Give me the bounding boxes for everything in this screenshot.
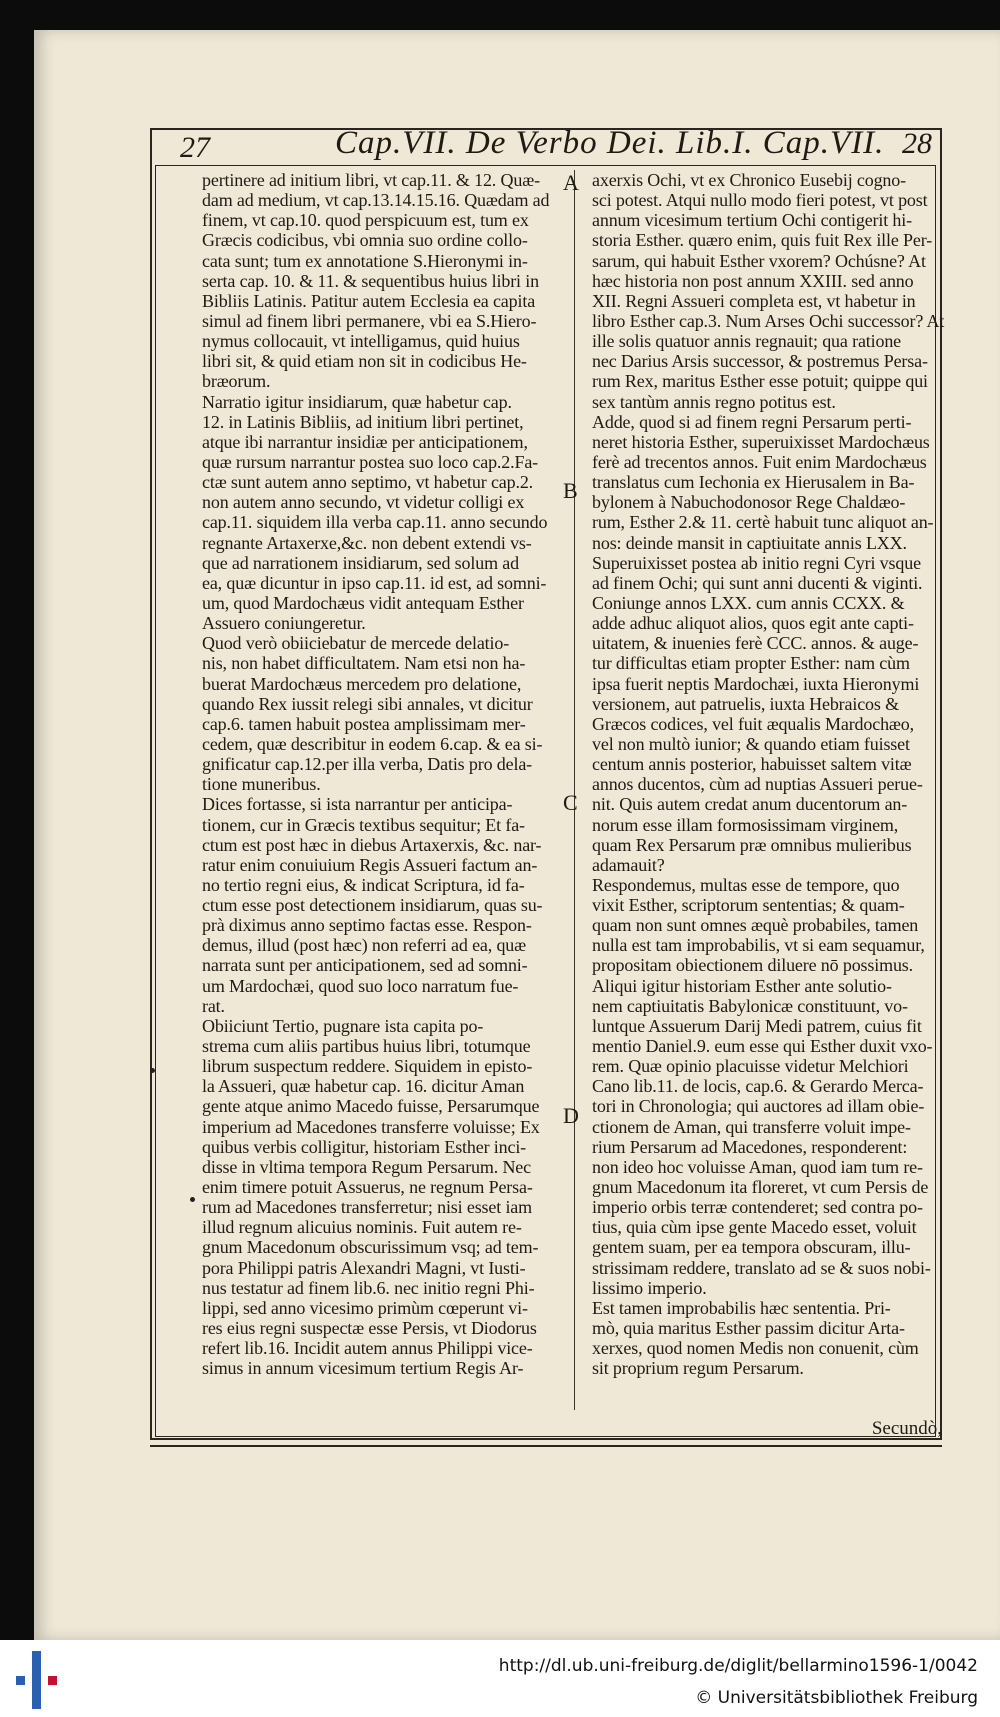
text-line: bræorum. [202, 371, 271, 392]
text-line: dam ad medium, vt cap.13.14.15.16. Quædam ad [202, 190, 550, 211]
text-line: Coniunge annos LXX. cum annis CCXX. & [592, 592, 905, 613]
text-line: disse in vltima tempora Regum Persarum. Nec [202, 1156, 531, 1177]
text-line: annos ducentos, cùm ad nuptias Assueri perue- [592, 774, 923, 795]
text-line: non ideo hoc voluisse Aman, quod iam tum re- [592, 1156, 923, 1177]
text-line: Superuixisset postea ab initio regni Cyri vsque [592, 552, 921, 573]
text-line: cedem, quæ describitur in eodem 6.cap. & ea si- [202, 733, 543, 754]
text-line: ferè ad trecentos annos. Fuit enim Mardochæus [592, 451, 927, 472]
text-line: Respondemus, multas esse de tempore, quo [592, 874, 900, 895]
text-line: prà diximus anno septimo factas esse. Respon- [202, 915, 532, 936]
text-line: imperio orbis terræ contenderet; sed contra po- [592, 1197, 923, 1218]
text-line: gnificatur cap.12.per illa verba, Datis pro dela- [202, 754, 533, 775]
text-line: um Mardochæi, quod suo loco narratum fue- [202, 975, 519, 996]
text-line: librum suspectum reddere. Siquidem in episto- [202, 1056, 533, 1077]
text-line: luntque Assuerum Darij Medi patrem, cuius fit [592, 1015, 922, 1036]
ink-dot [150, 1068, 155, 1073]
text-line: strema cum aliis partibus huius libri, totumque [202, 1036, 531, 1057]
text-line: refert lib.16. Incidit autem annus Philippi vice- [202, 1338, 533, 1359]
text-line: vixit Esther, scriptorum sententias; & quam- [592, 895, 905, 916]
text-line: finem, vt cap.10. quod perspicuum est, tum ex [202, 210, 529, 231]
text-line: Aliqui igitur historiam Esther ante solutio- [592, 975, 892, 996]
text-line: versionem, aut patruelis, iuxta Hebraicos & [592, 693, 899, 714]
text-line: lippi, sed anno vicesimo primùm cœperunt vi- [202, 1297, 528, 1318]
text-line: demus, illud (post hæc) non referri ad ea, quæ [202, 935, 527, 956]
text-line: non autem anno secundo, vt videtur colligi ex [202, 492, 525, 513]
text-line: tione muneribus. [202, 774, 321, 795]
text-line: rium Persarum ad Macedones, responderent: [592, 1136, 908, 1157]
text-line: Græcis codicibus, vbi omnia suo ordine collo- [202, 230, 528, 251]
text-line: simul ad finem libri permanere, vbi ea S.Hiero- [202, 310, 537, 331]
text-line: ctionem de Aman, qui transferre voluit impe- [592, 1116, 911, 1137]
left-column [202, 170, 559, 1378]
text-line: uitatem, & inuenies ferè CCC. annos. & auge- [592, 633, 919, 654]
text-line: axerxis Ochi, vt ex Chronico Eusebij cogno- [592, 170, 906, 190]
text-line: ratur enim conuiuium Regis Assueri factum an- [202, 854, 538, 875]
text-line: centum annis posterior, habuisset saltem vitæ [592, 754, 912, 775]
bottom-rule [150, 1445, 942, 1447]
text-line: la Assueri, quæ habetur cap. 16. dicitur Aman [202, 1076, 525, 1097]
catchword: Secundò, [871, 1418, 942, 1439]
text-line: Dices fortasse, si ista narrantur per anticipa- [202, 794, 513, 815]
text-line: rum Rex, maritus Esther esse potuit; quippe qui [592, 371, 928, 392]
text-line: quando Rex iussit relegi sibi annales, vt dicitur [202, 693, 533, 714]
text-line: mò, quia maritus Esther passim dicitur Arta- [592, 1318, 905, 1339]
text-line: quæ rursum narrantur postea suo loco cap.2.Fa- [202, 451, 539, 472]
text-line: Narratio igitur insidiarum, quæ habetur cap. [202, 391, 512, 412]
text-line: Quod verò obiiciebatur de mercede delatio- [202, 633, 510, 654]
text-line: rem. Quæ opinio placuisse videtur Melchiori [592, 1056, 909, 1077]
text-line: enim timere potuit Assuerus, ne regnum Persa- [202, 1177, 533, 1198]
running-header [160, 125, 940, 170]
text-line: atque ibi narrantur insidiæ per anticipationem, [202, 431, 528, 452]
text-line: serta cap. 10. & 11. & sequentibus huius libri in [202, 270, 539, 291]
text-line: res eius regni suspectæ esse Persis, vt Diodorus [202, 1318, 537, 1339]
text-line: gnum Macedonum ita floreret, vt cum Persis de [592, 1177, 929, 1198]
text-line: strissimam reddere, translato ad se & suos nobi- [592, 1257, 931, 1278]
text-line: cata sunt; tum ex annotatione S.Hieronymi in- [202, 250, 528, 271]
text-line: ctæ sunt autem anno septimo, vt habetur cap.2. [202, 472, 534, 493]
ink-dot [190, 1197, 195, 1202]
text-line: vel non multò iunior; & quando etiam fuisset [592, 733, 910, 754]
text-line: Græcos codices, vel fuit æqualis Mardochæo, [592, 713, 914, 734]
copyright-notice: © Universitätsbibliothek Freiburg [695, 1688, 978, 1708]
text-line: rum ad Macedones transferretur; nisi esset iam [202, 1197, 532, 1218]
text-line: tur difficultas etiam propter Esther: nam cùm [592, 653, 910, 674]
text-line: nos: deinde mansit in captiuitate annis LXX. [592, 532, 907, 553]
text-line: libro Esther cap.3. Num Arses Ochi successor? At [592, 310, 945, 331]
text-line: rat. [202, 995, 225, 1016]
text-line: nit. Quis autem credat anum ducentorum an- [592, 794, 908, 815]
text-line: rum, Esther 2.& 11. certè habuit tunc aliquot an- [592, 512, 934, 533]
viewer-footer [0, 1640, 1000, 1717]
page-number-left: 27 [180, 131, 210, 164]
text-line: gente atque animo Macedo fuisse, Persarumque [202, 1096, 540, 1117]
text-line: nymus collocauit, vt intelligamus, quid huius [202, 331, 520, 352]
margin-letter-b: B [563, 478, 578, 503]
text-line: Cano lib.11. de locis, cap.6. & Gerardo Merca- [592, 1076, 924, 1097]
text-line: ea, quæ dicuntur in ipso cap.11. id est, ad somni- [202, 572, 547, 593]
margin-letter-c: C [563, 790, 578, 815]
text-line: imperium ad Macedones transferre voluisse; Ex [202, 1116, 540, 1137]
text-line: gnum Macedonum obscurissimum vsq; ad tem- [202, 1237, 539, 1258]
text-line: quibus verbis colligitur, historiam Esther inci- [202, 1136, 527, 1157]
text-line: norum esse illam formosissimam virginem, [592, 814, 899, 835]
text-line: adamauit? [592, 854, 665, 875]
text-line: translatus cum Iechonia ex Hierusalem in Ba- [592, 472, 915, 493]
text-line: 12. in Latinis Bibliis, ad initium libri pertinet, [202, 411, 524, 432]
text-line: mentio Daniel.9. eum esse qui Esther duxit vxo- [592, 1036, 933, 1057]
text-line: ille solis quatuor annis regnauit; qua ratione [592, 331, 902, 352]
text-line: annum vicesimum tertium Ochi contigerit hi- [592, 210, 912, 231]
right-column [592, 170, 946, 1378]
text-line: um, quod Mardochæus vidit antequam Esther [202, 592, 524, 613]
text-line: que ad narrationem insidiarum, sed solum ad [202, 552, 519, 573]
text-line: nus testatur ad finem lib.6. nec initio regni Phi- [202, 1277, 535, 1298]
text-line: illud regnum alicuius nominis. Fuit autem re- [202, 1217, 522, 1238]
text-line: ctum esse post detectionem insidiarum, quas su- [202, 895, 543, 916]
text-line: buerat Mardochæus mercedem pro delatione, [202, 673, 522, 694]
margin-letter-a: A [563, 170, 579, 195]
text-line: ad finem Ochi; qui sunt anni ducenti & viginti. [592, 572, 923, 593]
text-line: bylonem à Nabuchodonosor Rege Chaldæo- [592, 492, 906, 513]
text-line: sarum, qui habuit Esther vxorem? Ochúsne? At [592, 250, 926, 271]
margin-letter-d: D [563, 1103, 579, 1128]
text-line: quam non sunt omnes æquè probabiles, tamen [592, 915, 919, 936]
text-line: storia Esther. quæro enim, quis fuit Rex ille Per- [592, 230, 933, 251]
text-line: libri sit, & quid etiam non sit in codicibus He- [202, 351, 527, 372]
text-line: lissimo imperio. [592, 1277, 707, 1298]
text-line: gentem suam, per ea tempora obscuram, illu- [592, 1237, 911, 1258]
text-line: tius, quia cùm ipse gente Macedo esset, voluit [592, 1217, 917, 1238]
text-line: Est tamen improbabilis hæc sententia. Pri- [592, 1297, 891, 1318]
text-line: ctum est post hæc in diebus Artaxerxis, &c. nar- [202, 834, 542, 855]
text-line: tori in Chronologia; qui auctores ad illam obie- [592, 1096, 925, 1117]
text-line: Assuero coniungeretur. [202, 613, 366, 634]
running-title: Cap.VII. De Verbo Dei. Lib.I. Cap.VII. [335, 125, 885, 161]
text-line: quam Rex Persarum præ omnibus mulieribus [592, 834, 912, 855]
text-line: Adde, quod si ad finem regni Persarum perti- [592, 411, 912, 432]
text-line: nulla est tam improbabilis, vt si eam sequamur, [592, 935, 925, 956]
text-line: XII. Regni Assueri completa est, vt habetur in [592, 290, 916, 311]
text-line: simus in annum vicesimum tertium Regis Ar- [202, 1358, 524, 1379]
text-line: narrata sunt per anticipationem, sed ad somni- [202, 955, 528, 976]
text-line: tionem, cur in Græcis textibus sequitur; Et fa- [202, 814, 525, 835]
page-number-right: 28 [902, 127, 932, 160]
text-line: hæc historia non post annum XXIII. sed anno [592, 270, 914, 291]
text-line: propositam obiectionem diluere nō possimus. [592, 955, 914, 976]
text-line: pora Philippi patris Alexandri Magni, vt Iusti- [202, 1257, 526, 1278]
source-url[interactable]: http://dl.ub.uni-freiburg.de/diglit/bellarmino1596-1/0042 [498, 1656, 978, 1676]
text-line: sci potest. Atqui nullo modo fieri potest, vt post [592, 190, 928, 211]
text-line: nem captiuitatis Babylonicæ constituunt, vo- [592, 995, 908, 1016]
text-line: regnante Artaxerxe,&c. non debent extendi vs- [202, 532, 532, 553]
text-line: nec Darius Arsis successor, & postremus Persa- [592, 351, 928, 372]
text-line: cap.11. siquidem illa verba cap.11. anno secundo [202, 512, 548, 533]
text-line: adde adhuc aliquot alios, quos egit ante capti- [592, 613, 914, 634]
text-line: sex tantùm annis regno potitus est. [592, 391, 836, 412]
text-line: Obiiciunt Tertio, pugnare ista capita po- [202, 1015, 484, 1036]
text-line: no tertio regni eius, & indicat Scriptura, id fa- [202, 874, 525, 895]
text-line: neret historia Esther, superuixisset Mardochæus [592, 431, 930, 452]
text-line: Bibliis Latinis. Patitur autem Ecclesia ea capita [202, 290, 536, 311]
text-line: pertinere ad initium libri, vt cap.11. & 12. Quæ- [202, 170, 540, 190]
university-logo-icon [16, 1651, 58, 1709]
text-line: sit proprium regum Persarum. [592, 1358, 804, 1379]
text-line: nis, non habet difficultatem. Nam etsi non ha- [202, 653, 526, 674]
text-line: xerxes, quod nomen Medis non conuenit, cùm [592, 1338, 919, 1359]
text-line: ipsa fuerit neptis Mardochæi, iuxta Hieronymi [592, 673, 920, 694]
text-line: cap.6. tamen habuit postea amplissimam mer- [202, 713, 526, 734]
